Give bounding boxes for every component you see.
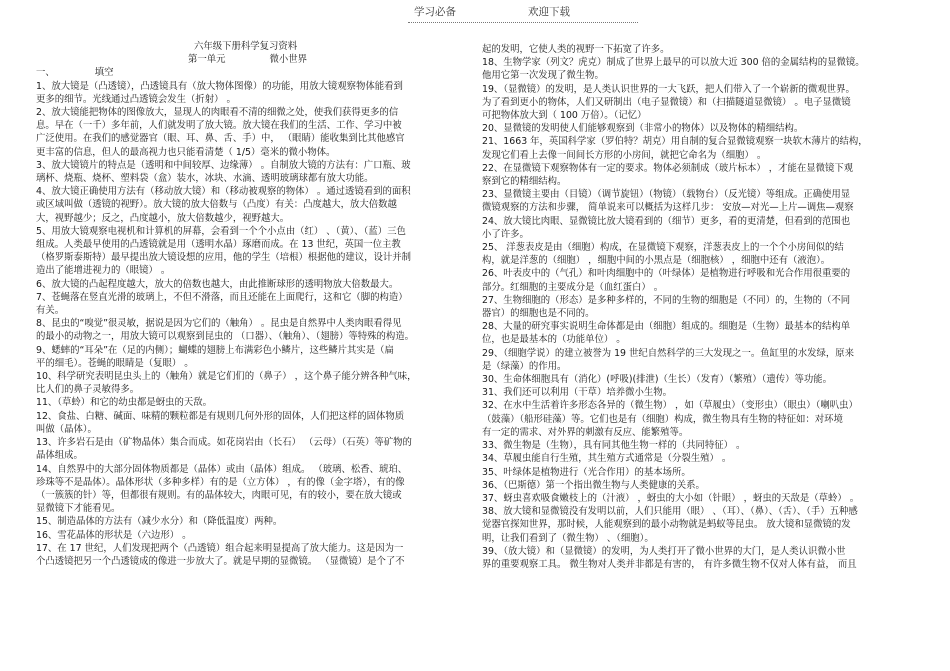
text-line: 部分。红细胞的主要成分是（血红蛋白） 。 <box>482 281 664 293</box>
text-line: 19、（显微镜）的发明，是人类认识世界的一大飞跃，把人们带入了一个崭新的微观世界。 <box>482 83 855 95</box>
text-line: 更多的细节。光线通过凸透镜会发生（折射） 。 <box>36 93 236 105</box>
text-line: 15、制造晶体的方法有（减少水分）和（降低温度）两种。 <box>36 516 283 528</box>
header-right-text: 欢迎下载 <box>528 6 570 18</box>
text-line: 12、食盐、白糖、碱面、味精的颗粒都是有规则几何外形的固体，人们把这样的固体物质 <box>36 410 405 422</box>
text-line: 5、用放大镜观察电视机和计算机的屏幕，会看到一个个小点由（红） 、（黄）、（蓝）三色 <box>36 225 406 237</box>
text-line: 是（绿藻）的作用。 <box>482 360 567 372</box>
text-line: （鼓藻）（船形硅藻）等。它们也是有（细胞）构成，微生物具有生物的特征如：对环境 <box>482 413 843 425</box>
text-line: 有关。 <box>36 305 65 317</box>
text-line: 26、叶表皮中的（气孔）和叶肉细胞中的（叶绿体）是植物进行呼吸和光合作用很重要的 <box>482 268 851 280</box>
text-line: 息。早在（一千）多年前，人们就发明了放大镜。放大镜在我们的生活、工作、学习中被 <box>36 120 402 132</box>
text-line: 察到它的精细结构。 <box>482 176 567 188</box>
text-line: 广泛使用。在我们的感觉器官（眼、耳、鼻、舌、手）中， （眼睛）能收集到比其他感官 <box>36 133 405 145</box>
text-line: 可把物体放大到（ 100 万倍）。（记忆） <box>482 110 647 122</box>
text-line: 39、（放大镜）和（显微镜）的发明，为人类打开了微小世界的大门，是人类认识微小世 <box>482 545 846 557</box>
section-heading <box>36 66 456 79</box>
text-line: 22、在显微镜下观察物体有一定的要求。物体必须制成（玻片标本） ，才能在显微镜下观 <box>482 162 854 174</box>
unit-heading <box>36 53 456 66</box>
text-line: 28、大量的研究事实说明生命体都是由（细胞）组成的。细胞是（生物）最基本的结构单 <box>482 321 851 333</box>
text-line: 器官）的细胞也是不同的。 <box>482 308 595 320</box>
text-line: 显微镜下才能看见。 <box>36 503 121 515</box>
unit-title: 微小世界 <box>269 54 308 66</box>
text-line: 构，就是洋葱的（细胞） ，细胞中间的小黑点是（细胞核） ，细胞中还有（液泡）。 <box>482 255 831 267</box>
text-line: 13、许多岩石是由（矿物晶体）集合而成。如花岗岩由（长石） （云母）（石英）等矿物的 <box>36 437 412 449</box>
text-line: 微镜观察的方法和步骤， 简单说来可以概括为这样几步： 安放—对光—上片—调焦—观察 <box>482 202 854 214</box>
text-line: 2、放大镜能把物体的图像放大，显现人的肉眼看不清的细微之处，使我们获得更多的信 <box>36 107 399 119</box>
text-line: 发现它们看上去像一间间长方形的小房间，就把它命名为（细胞） 。 <box>482 149 767 161</box>
text-line: 或区域叫做（透镜的视野）。放大镜的放大倍数与（凸度）有关：凸度越大，放大倍数越 <box>36 199 397 211</box>
text-line: 18、生物学家（列文？虎克）制成了世界上最早的可以放大近 300 倍的金属结构的显微镜。 <box>482 57 865 69</box>
header-left-text: 学习必备 <box>414 6 456 18</box>
text-line: 21、1663 年，英国科学家（罗伯特？胡克）用自制的复合显微镜观察一块软木薄片的结构， <box>482 136 868 148</box>
text-line: 30、生命体细胞具有（消化）(呼吸)(排泄)（生长）（发育）（繁殖）（遗传）等功能。 <box>482 374 832 386</box>
text-line: 小了许多。 <box>482 228 529 240</box>
text-line: 位，也是最基本的（功能单位） 。 <box>482 334 626 346</box>
text-line: （格罗斯泰斯特）最早提出放大镜设想的应用，他的学生（培根）根据他的建议，设计并制 <box>36 252 412 264</box>
text-line: 4、放大镜正确使用方法有（移动放大镜）和（移动被观察的物体） 。通过透镜看到的面积 <box>36 186 411 198</box>
text-line: 14、自然界中的大部分固体物质都是（晶体）或由（晶体）组成。 （玻璃、松香、琥珀、 <box>36 463 408 475</box>
right-column-lines <box>482 43 914 571</box>
text-line: 31、我们还可以利用（干草）培养微小生物。 <box>482 387 673 399</box>
text-line: 他用它第一次发现了微生物。 <box>482 70 604 82</box>
text-line: 造出了能增进视力的（眼镜） 。 <box>36 265 171 277</box>
section-number: 一、 <box>36 67 55 79</box>
text-line: 25、 洋葱表皮是由（细胞）构成，在显微镜下观察，洋葱表皮上的一个个小房间似的结 <box>482 242 844 254</box>
text-line: 叫做（晶体）。 <box>36 423 97 435</box>
text-line: 37、蚜虫喜欢吸食嫩枝上的（汁液） ，蚜虫的大小如（针眼） ，蚜虫的天敌是（草蛉） 。 <box>482 492 860 504</box>
text-line: 晶体组成。 <box>36 450 83 462</box>
text-line: 3、放大镜镜片的特点是（透明和中间较厚、边缘薄） 。自制放大镜的方法有：广口瓶、玻 <box>36 159 411 171</box>
left-column-lines <box>36 80 456 569</box>
right-column <box>482 43 914 571</box>
text-line: 起的发明，它使人类的视野一下拓宽了许多。 <box>482 44 670 55</box>
text-line: 20、显微镜的发明使人们能够观察到（非常小的物体）以及物体的精细结构。 <box>482 123 804 135</box>
text-line: 组成。人类最早使用的凸透镜就是用（透明水晶）琢磨而成。在 13 世纪，英国一位主教 <box>36 239 401 251</box>
text-line: 6、放大镜的凸起程度越大，放大的倍数也越大，由此推断球形的透明物放大倍数最大。 <box>36 278 399 290</box>
text-line: 27、生物细胞的（形态）是多种多样的，不同的生物的细胞是（不同）的，生物的（不同 <box>482 294 851 306</box>
text-line: 34、草履虫能自行生殖，其生殖方式通常是（分裂生殖） 。 <box>482 453 732 465</box>
text-line: 界的重要观察工具。 微生物对人类并非都是有害的， 有许多微生物不仅对人体有益， 而且 <box>482 558 857 570</box>
text-line: 11、（草蛉）和它的幼虫都是蚜虫的天敌。 <box>36 397 212 409</box>
text-line: 璃杯、烧瓶、烧杯、塑料袋（盒）装水，冰块、水滴、透明玻璃球都有放大功能。 <box>36 173 374 185</box>
text-line: 平的细毛）。苍蝇的眼睛是（复眼） 。 <box>36 357 194 369</box>
text-line: 珍珠等不是晶体）。晶体形状（多种多样）有的是（立方体） ，有的像（金字塔），有的像 <box>36 476 405 488</box>
text-line: 35、叶绿体是植物进行（光合作用）的基本场所。 <box>482 466 691 478</box>
text-line: 8、昆虫的“嗅觉”很灵敏，据说是因为它们的（触角） 。昆虫是自然界中人类肉眼看得见 <box>36 318 402 330</box>
header-divider <box>408 22 638 23</box>
text-line: 29、（细胞学说）的建立被誉为 19 世纪自然科学的三大发现之一。鱼缸里的水发绿，原来 <box>482 347 855 359</box>
text-line: 觉器官探知世界，那时候，人能观察到的最小动物就是蚂蚁等昆虫。 放大镜和显微镜的发 <box>482 519 851 531</box>
text-line: 7、苍蝇落在竖直光滑的玻璃上，不但不滑落，而且还能在上面爬行，这和它（脚的构造） <box>36 291 408 303</box>
text-line: 24、放大镜比肉眼、显微镜比放大镜看到的（细节）更多，看的更清楚，但看到的范围也 <box>482 215 851 227</box>
text-line: 9、蟋蟀的“耳朵”在（足的内侧）；蝴蝶的翅膀上布满彩色小鳞片，这些鳞片其实是（扁 <box>36 344 394 356</box>
text-line: 的最小的动物之一，用放大镜可以观察到昆虫的 （口器）、（触角）、（翅膀）等特殊的构造。 <box>36 331 414 343</box>
text-line: （一簇簇的针）等，但都很有规则。有的晶体较大，肉眼可见，有的较小，要在放大镜或 <box>36 489 402 501</box>
left-column <box>36 40 456 568</box>
text-line: 17、在 17 世纪，人们发现把两个（凸透镜）组合起来明显提高了放大能力。这是因为一 <box>36 542 404 554</box>
text-line: 32、在水中生活着许多形态各异的（微生物） ，如（草履虫）（变形虫）（眼虫）（喇叭虫） <box>482 400 858 412</box>
page-header <box>408 4 638 20</box>
text-line: 16、雪花晶体的形状是（六边形） 。 <box>36 529 192 541</box>
text-line: 10、科学研究表明昆虫头上的（触角）就是它们们的（鼻子） ，这个鼻子能分辨各种气味， <box>36 371 417 383</box>
text-line: 33、微生物是（生物），具有同其他生物一样的（共同特征） 。 <box>482 440 746 452</box>
text-line: 明，让我们看到了（微生物） 、（细胞）。 <box>482 532 654 544</box>
text-line: 个凸透镜把另一个凸透镜成的像进一步放大了。就是早期的显微镜。 （显微镜）是个了不 <box>36 555 405 567</box>
text-line: 比人们的鼻子灵敏得多。 <box>36 384 140 396</box>
text-line: 36、（巴斯德）第一个指出微生物与人类健康的关系。 <box>482 479 705 491</box>
text-line: 为了看到更小的物体，人们又研制出（电子显微镜）和（扫描隧道显微镜） 。电子显微镜 <box>482 96 851 108</box>
text-line: 大，视野越少；反之，凸度越小，放大倍数越少，视野越大。 <box>36 212 290 224</box>
text-line: 1、放大镜是（凸透镜），凸透镜具有（放大物体图像）的功能，用放大镜观察物体能看到 <box>36 80 403 92</box>
unit-label: 第一单元 <box>188 54 226 66</box>
text-line: 23、显微镜主要由（目镜）（调节旋钮）（物镜）（载物台）（反光镜）等组成。正确使用显 <box>482 189 851 201</box>
text-line: 更丰富的信息，但人的最高视力也只能看清楚（ 1/5）毫米的微小物体。 <box>36 146 336 158</box>
section-title: 填空 <box>94 67 114 79</box>
text-line: 有一定的需求、对外界的刺激有反应、能繁殖等。 <box>482 426 689 438</box>
text-line: 38、放大镜和显微镜没有发明以前，人们只能用（眼） 、（耳）、（鼻）、（舌）、（手）五种感 <box>482 506 858 518</box>
document-title: 六年级下册科学复习资料 <box>194 41 298 52</box>
